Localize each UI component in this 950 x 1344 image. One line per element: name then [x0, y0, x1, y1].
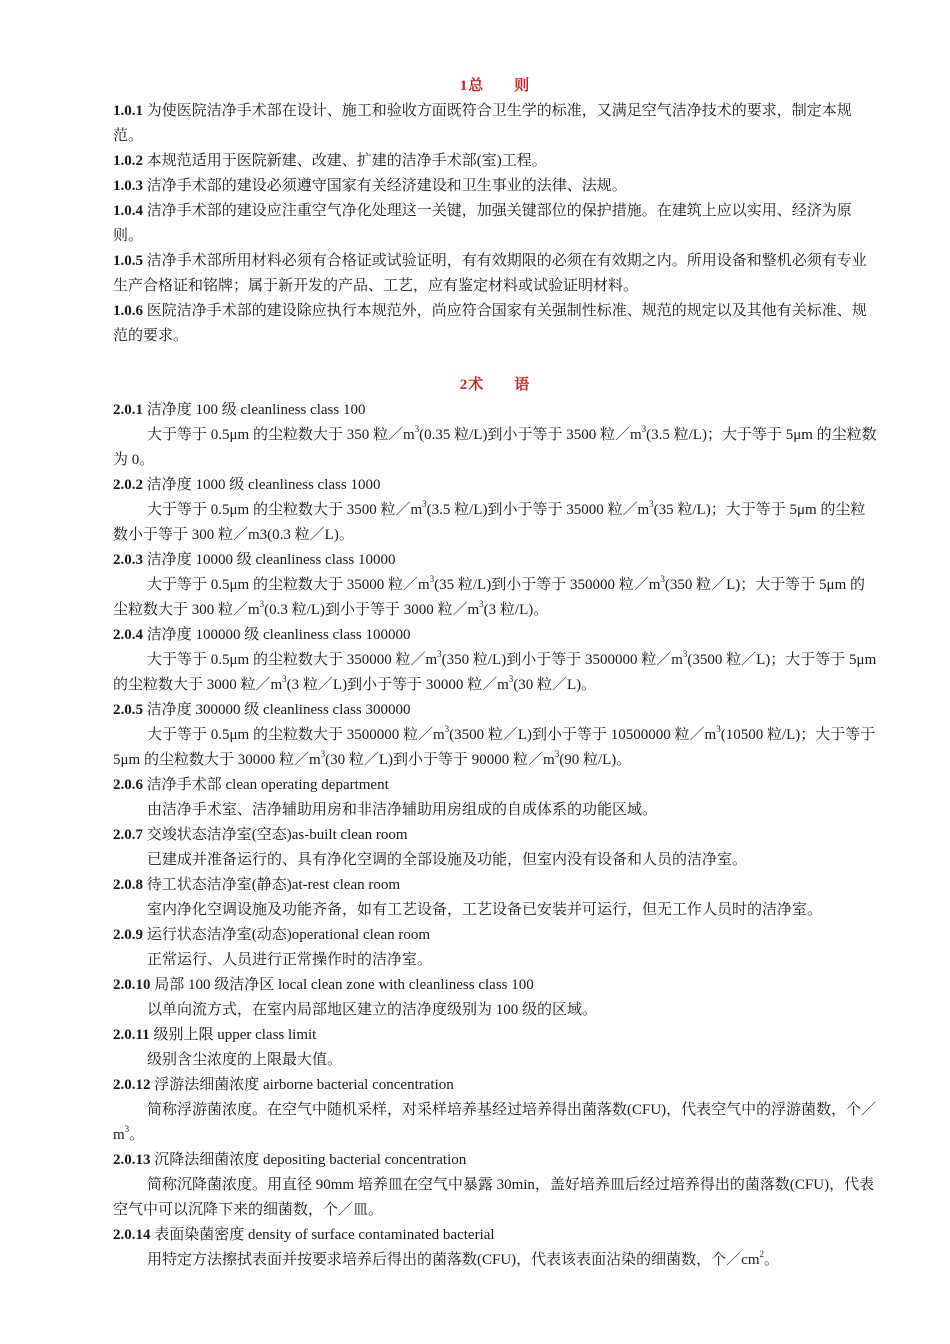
term-definition: 大于等于 0.5μm 的尘粒数大于 35000 粒$/m^3(35$ 粒/L)到小于等于 350000 粒$/m^3(350$ 粒／L)；大于等于 5μm 的尘粒数大于 300 粒$/m^3(0.3$ 粒/L)到小于等于 3000 粒$/m^3(3$ 粒/L)。 — [113, 574, 866, 618]
chapter-1-number: 1 — [459, 78, 469, 94]
term-definition: 正常运行、人员进行正常操作时的洁净室。 — [147, 952, 433, 968]
term-definition: 以单向流方式，在室内局部地区建立的洁净度级别为 100 级的区域。 — [147, 1002, 598, 1018]
term-heading: 2.0.6 洁净手术部 clean operating department — [113, 777, 389, 793]
term-heading: 2.0.1 洁净度 100 级 cleanliness class 100 — [113, 402, 366, 418]
term-heading: 2.0.11 级别上限 upper class limit — [113, 1027, 317, 1043]
clause-1-0-4: 1.0.4 洁净手术部的建设应注重空气净化处理这一关键，加强关键部位的保护措施。在建筑上应以实用、经济为原则。 — [113, 203, 852, 244]
chapter-1-word-2: 则 — [514, 78, 531, 94]
chapter-2-title — [113, 373, 877, 398]
term-definition: 室内净化空调设施及功能齐备，如有工艺设备，工艺设备已安装并可运行，但无工作人员时的洁净室。 — [147, 902, 823, 918]
clause-1-0-2: 1.0.2 本规范适用于医院新建、改建、扩建的洁净手术部(室)工程。 — [113, 153, 547, 169]
term-heading: 2.0.7 交竣状态洁净室(空态)as-built clean room — [113, 827, 408, 843]
term-definition: 由洁净手术室、洁净辅助用房和非洁净辅助用房组成的自成体系的功能区域。 — [147, 802, 658, 818]
chapter-2-number: 2 — [459, 377, 469, 393]
chapter-2-word-2: 语 — [514, 377, 531, 393]
term-definition: 级别含尘浓度的上限最大值。 — [147, 1052, 343, 1068]
clause-1-0-6: 1.0.6 医院洁净手术部的建设除应执行本规范外，尚应符合国家有关强制性标准、规范的规定以及其他有关标准、规范的要求。 — [113, 303, 867, 344]
term-heading: 2.0.10 局部 100 级洁净区 local clean zone with cleanliness class 100 — [113, 977, 534, 993]
term-heading: 2.0.8 待工状态洁净室(静态)at-rest clean room — [113, 877, 401, 893]
term-definition: 简称浮游菌浓度。在空气中随机采样，对采样培养基经过培养得出菌落数(CFU)，代表空气中的浮游菌数，个$/m^3$。 — [113, 1102, 877, 1143]
clause-1-0-3: 1.0.3 洁净手术部的建设必须遵守国家有关经济建设和卫生事业的法律、法规。 — [113, 178, 627, 194]
chapter-2-word-1: 术 — [468, 377, 485, 393]
term-heading: 2.0.5 洁净度 300000 级 cleanliness class 300000 — [113, 702, 411, 718]
term-definition: 简称沉降菌浓度。用直径 90mm 培养皿在空气中暴露 30min，盖好培养皿后经过培养得出的菌落数(CFU)，代表空气中可以沉降下来的细菌数，个／皿。 — [113, 1177, 875, 1218]
term-definition: 用特定方法擦拭表面并按要求培养后得出的菌落数(CFU)，代表该表面沾染的细菌数，个$/cm^2$。 — [147, 1249, 780, 1268]
clause-1-0-1: 1.0.1 为使医院洁净手术部在设计、施工和验收方面既符合卫生学的标准，又满足空气洁净技术的要求，制定本规范。 — [113, 103, 852, 144]
term-heading: 2.0.12 浮游法细菌浓度 airborne bacterial concentration — [113, 1077, 454, 1093]
term-definition: 已建成并准备运行的、具有净化空调的全部设施及功能，但室内没有设备和人员的洁净室。 — [147, 852, 748, 868]
term-definition: 大于等于 0.5μm 的尘粒数大于 3500000 粒$/m^3(3500$ 粒／L)到小于等于 10500000 粒$/m^3(10500$ 粒/L)；大于等于 5μm 的尘粒数大于 30000 粒$/m^3(30$ 粒／L)到小于等于 90000 粒$/m^3(90$ 粒/L)。 — [113, 724, 876, 768]
term-heading: 2.0.3 洁净度 10000 级 cleanliness class 10000 — [113, 552, 396, 568]
term-definition: 大于等于 0.5μm 的尘粒数大于 350000 粒$/m^3(350$ 粒/L)到小于等于 3500000 粒$/m^3(3500$ 粒／L)；大于等于 5μm 的尘粒数大于 3000 粒$/m^3(3$ 粒／L)到小于等于 30000 粒$/m^3(30$ 粒／L)。 — [113, 649, 877, 693]
term-heading: 2.0.13 沉降法细菌浓度 depositing bacterial concentration — [113, 1152, 467, 1168]
term-heading: 2.0.14 表面染菌密度 density of surface contaminated bacterial — [113, 1227, 495, 1243]
clause-1-0-5: 1.0.5 洁净手术部所用材料必须有合格证或试验证明，有有效期限的必须在有效期之内。所用设备和整机必须有专业生产合格证和铭牌；属于新开发的产品、工艺，应有鉴定材料或试验证明材料。 — [113, 253, 867, 294]
chapter-1-word-1: 总 — [468, 78, 485, 94]
chapter-1-title — [113, 74, 877, 99]
document-page — [113, 74, 877, 1273]
term-heading: 2.0.9 运行状态洁净室(动态)operational clean room — [113, 927, 431, 943]
term-definition: 大于等于 0.5μm 的尘粒数大于 350 粒$/m^3(0.35$ 粒/L)到小于等于 3500 粒$/m^3(3.5$ 粒/L)；大于等于 5μm 的尘粒数为 0。 — [113, 424, 877, 468]
term-heading: 2.0.2 洁净度 1000 级 cleanliness class 1000 — [113, 477, 381, 493]
term-heading: 2.0.4 洁净度 100000 级 cleanliness class 100000 — [113, 627, 411, 643]
term-definition: 大于等于 0.5μm 的尘粒数大于 3500 粒$/m^3(3.5$ 粒/L)到小于等于 35000 粒$/m^3(35$ 粒/L)；大于等于 5μm 的尘粒数小于等于 300 粒／m3(0.3 粒／L)。 — [113, 499, 866, 543]
